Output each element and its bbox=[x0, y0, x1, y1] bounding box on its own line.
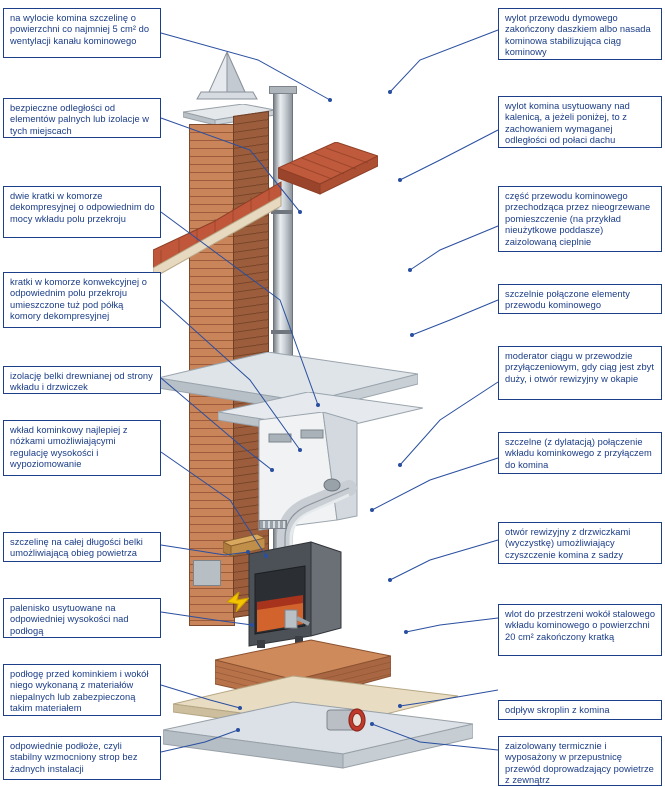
callout-right-8[interactable]: wlot do przestrzeni wokół stalowego wkładu kominowego o powierzchni 20 cm² zakończony kratką bbox=[498, 604, 662, 656]
callout-left-4[interactable]: kratki w komorze konwekcyjnej o odpowiednim polu przekroju umieszczone tuż pod półką komory dekompresyjnej bbox=[3, 272, 161, 328]
callout-left-6[interactable]: wkład kominkowy najlepiej z nóżkami umożliwiającymi regulację wysokości i wypoziomowanie bbox=[3, 420, 161, 476]
callout-right-4[interactable]: szczelnie połączone elementy przewodu kominowego bbox=[498, 284, 662, 314]
callout-right-6[interactable]: szczelne (z dylatacją) połączenie wkładu kominkowego z przyłączem do komina bbox=[498, 432, 662, 474]
callout-left-7[interactable]: szczelinę na całej długości belki umożliwiającą obieg powietrza bbox=[3, 532, 161, 562]
callout-right-3[interactable]: część przewodu kominowego przechodząca przez nieogrzewane pomieszczenie (na przykład nieużytkowe poddasze) zaizolowaną cieplnie bbox=[498, 186, 662, 252]
callout-right-10[interactable]: zaizolowany termicznie i wyposażony w przepustnicę przewód doprowadzający powietrze z zewnątrz bbox=[498, 736, 662, 786]
callout-left-3[interactable]: dwie kratki w komorze dekompresyjnej o odpowiednim do mocy wkładu polu przekroju bbox=[3, 186, 161, 238]
callout-left-10[interactable]: odpowiednie podłoże, czyli stabilny wzmocniony strop bez żadnych instalacji bbox=[3, 736, 161, 780]
callout-left-8[interactable]: palenisko usytuowane na odpowiedniej wysokości nad podłogą bbox=[3, 598, 161, 638]
callout-right-5[interactable]: moderator ciągu w przewodzie przyłączeniowym, gdy ciąg jest zbyt duży, i otwór rewizyjny w okapie bbox=[498, 346, 662, 400]
callout-right-7[interactable]: otwór rewizyjny z drzwiczkami (wyczystkę) umożliwiający czyszczenie komina z sadzy bbox=[498, 522, 662, 564]
callout-left-5[interactable]: izolację belki drewnianej od strony wkładu i drzwiczek bbox=[3, 366, 161, 394]
callout-left-1[interactable]: na wylocie komina szczelinę o powierzchni co najmniej 5 cm² do wentylacji kanału kominowego bbox=[3, 8, 161, 58]
callout-right-2[interactable]: wylot komina usytuowany nad kalenicą, a jeżeli poniżej, to z zachowaniem wymaganej odległości od połaci dachu bbox=[498, 96, 662, 148]
callout-left-2[interactable]: bezpieczne odległości od elementów palnych lub izolacje w tych miejscach bbox=[3, 98, 161, 138]
callout-left-9[interactable]: podłogę przed kominkiem i wokół niego wykonaną z materiałów niepalnych lub zabezpieczoną takim materiałem bbox=[3, 664, 161, 716]
callout-right-9[interactable]: odpływ skroplin z komina bbox=[498, 700, 662, 720]
callout-right-1[interactable]: wylot przewodu dymowego zakończony daszkiem albo nasada kominowa stabilizująca ciąg kominowy bbox=[498, 8, 662, 60]
